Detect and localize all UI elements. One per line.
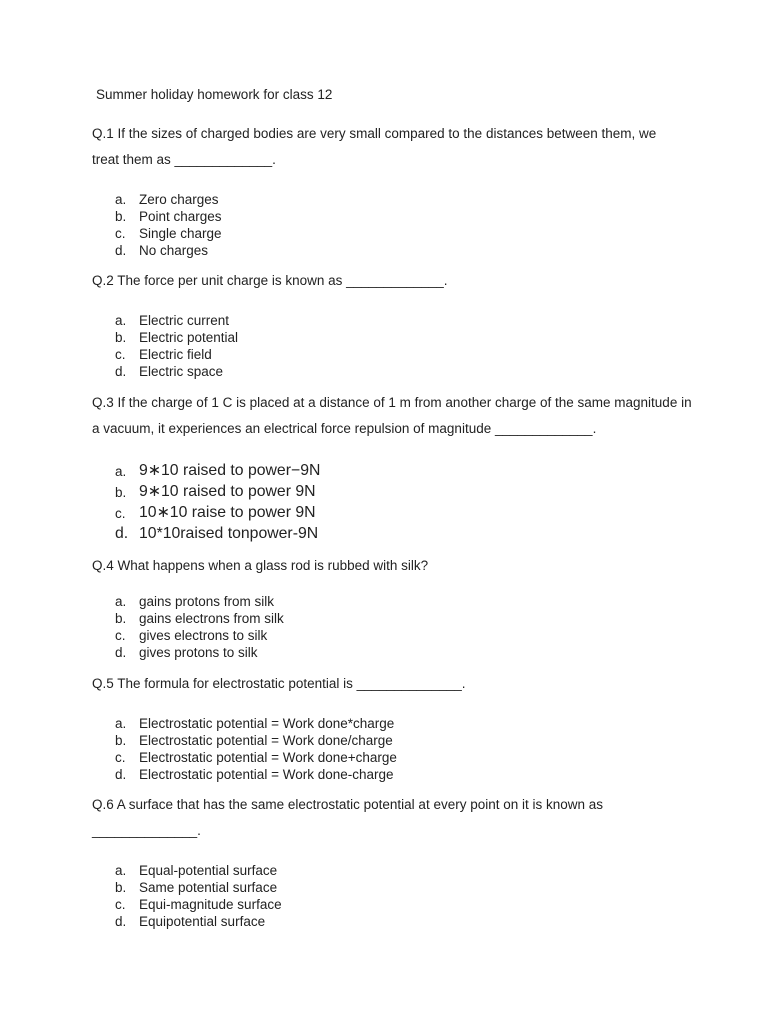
question-1-options [92, 191, 222, 259]
option-text: Electric potential [139, 330, 239, 345]
question-2-text: Q.2 The force per unit charge is known as _____________. [92, 273, 448, 288]
option-text: Electric current [139, 313, 230, 328]
option-letter: c. [115, 506, 126, 521]
option-letter: d. [115, 364, 127, 379]
option-text: Zero charges [139, 192, 219, 207]
question-3-text: Q.3 If the charge of 1 C is placed at a distance of 1 m from another charge of the same magnitude in a vacuum, it experiences an electrical force repulsion of magnitude _____________. [92, 395, 692, 436]
option-item [92, 208, 222, 225]
option-text: 10*10raised tonpower-9N [139, 525, 319, 542]
option-item [92, 732, 397, 749]
option-text: Electric field [139, 347, 212, 362]
option-item [92, 766, 397, 783]
option-text: Point charges [139, 209, 222, 224]
question-3-options [92, 460, 320, 544]
option-item [92, 242, 222, 259]
question-6-text: Q.6 A surface that has the same electrostatic potential at every point on it is known as ______________. [92, 797, 604, 838]
option-item [92, 523, 320, 544]
option-item [92, 502, 320, 523]
option-text: Equal-potential surface [139, 863, 278, 878]
option-text: Equipotential surface [139, 914, 266, 929]
option-letter: d. [115, 525, 129, 542]
question-2-options [92, 312, 238, 380]
option-item [92, 460, 320, 481]
option-letter: b. [115, 330, 127, 345]
option-letter: c. [115, 347, 126, 362]
option-letter: b. [115, 485, 127, 500]
option-item [92, 191, 222, 208]
option-text: 10∗10 raise to power 9N [139, 504, 316, 521]
option-letter: c. [115, 628, 126, 643]
option-text: Single charge [139, 226, 222, 241]
option-item [92, 749, 397, 766]
option-item [92, 879, 282, 896]
option-item [92, 593, 284, 610]
option-text: gives protons to silk [139, 645, 258, 660]
option-item [92, 610, 284, 627]
option-letter: b. [115, 209, 127, 224]
option-item [92, 481, 320, 502]
option-letter: d. [115, 645, 127, 660]
option-text: Equi-magnitude surface [139, 897, 282, 912]
option-letter: d. [115, 243, 127, 258]
option-text: Same potential surface [139, 880, 278, 895]
question-5-options [92, 715, 397, 783]
option-item [92, 715, 397, 732]
option-item [92, 346, 238, 363]
option-text: Electric space [139, 364, 224, 379]
option-text: 9∗10 raised to power 9N [139, 483, 316, 500]
option-text: Electrostatic potential = Work done/charge [139, 733, 393, 748]
option-item [92, 627, 284, 644]
question-4-options [92, 593, 284, 661]
option-text: Electrostatic potential = Work done+charge [139, 750, 397, 765]
option-text: gains protons from silk [139, 594, 275, 609]
option-letter: a. [115, 863, 127, 878]
option-text: No charges [139, 243, 209, 258]
option-text: 9∗10 raised to power−9N [139, 462, 321, 479]
option-letter: a. [115, 313, 127, 328]
option-item [92, 862, 282, 879]
option-letter: a. [115, 192, 127, 207]
option-item [92, 329, 238, 346]
option-letter: c. [115, 750, 126, 765]
option-letter: c. [115, 897, 126, 912]
option-text: Electrostatic potential = Work done*charge [139, 716, 395, 731]
option-text: gains electrons from silk [139, 611, 284, 626]
option-letter: c. [115, 226, 126, 241]
option-letter: b. [115, 733, 127, 748]
option-text: Electrostatic potential = Work done-charge [139, 767, 394, 782]
option-text: gives electrons to silk [139, 628, 268, 643]
question-6-options [92, 862, 282, 930]
option-letter: b. [115, 611, 127, 626]
option-letter: d. [115, 767, 127, 782]
option-item [92, 896, 282, 913]
option-item [92, 225, 222, 242]
document-title: Summer holiday homework for class 12 [96, 87, 333, 102]
option-letter: a. [115, 716, 127, 731]
option-item [92, 644, 284, 661]
question-4-text: Q.4 What happens when a glass rod is rubbed with silk? [92, 558, 429, 573]
option-item [92, 913, 282, 930]
option-letter: b. [115, 880, 127, 895]
question-1-text: Q.1 If the sizes of charged bodies are very small compared to the distances between them, we treat them as _____________. [92, 126, 657, 167]
option-item [92, 363, 238, 380]
option-letter: a. [115, 464, 127, 479]
option-item [92, 312, 238, 329]
question-5-text: Q.5 The formula for electrostatic potential is ______________. [92, 676, 466, 691]
option-letter: a. [115, 594, 127, 609]
option-letter: d. [115, 914, 127, 929]
